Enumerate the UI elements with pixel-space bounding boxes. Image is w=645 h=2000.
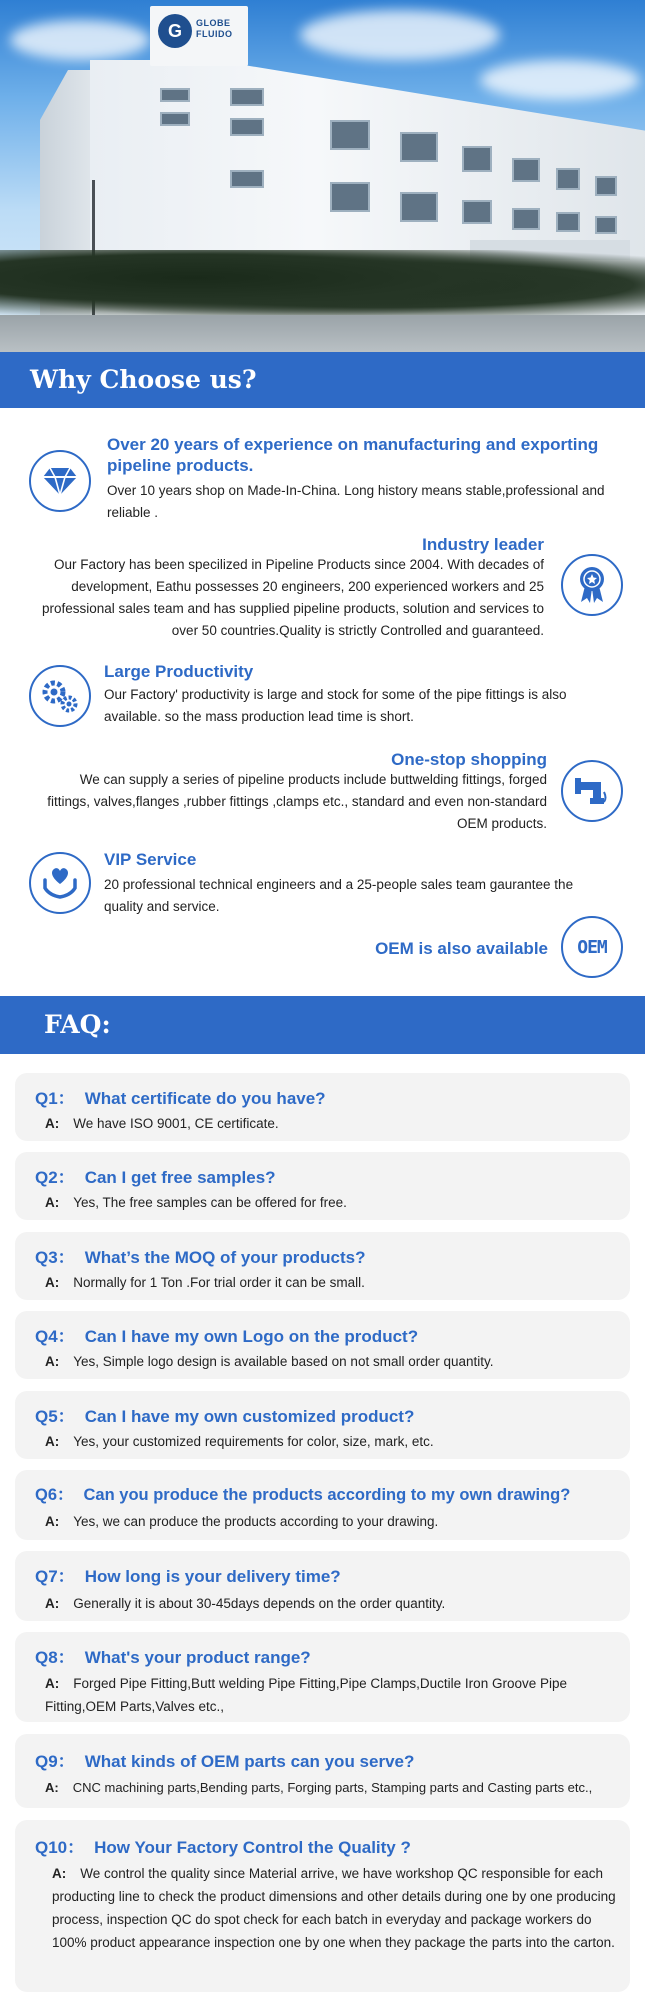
feature-title-oem: OEM is also available	[375, 939, 548, 958]
diamond-icon	[29, 450, 91, 512]
faq-item-1[interactable]	[15, 1073, 630, 1141]
faq-question: Q6： Can you produce the products according to my own drawing?	[35, 1486, 571, 1504]
faq-answer: A: Yes, we can produce the products according to your drawing.	[45, 1514, 439, 1529]
feature-body-experience: Over 10 years shop on Made-In-China. Long history means stable,professional and reliable .	[107, 483, 605, 520]
feature-title-vip: VIP Service	[104, 850, 197, 869]
faq-item-5[interactable]	[15, 1391, 630, 1459]
faq-answer: A: CNC machining parts,Bending parts, Forging parts, Stamping parts and Casting parts etc.,	[45, 1780, 593, 1795]
faq-answer: A: Yes, your customized requirements for color, size, mark, etc.	[45, 1434, 434, 1449]
faq-title: FAQ:	[44, 1010, 111, 1039]
feature-title-one-stop: One-stop shopping	[391, 750, 547, 769]
faq-question: Q3： What’s the MOQ of your products?	[35, 1248, 366, 1267]
faq-item-8[interactable]	[15, 1632, 630, 1722]
feature-title-experience: Over 20 years of experience on manufacturing and exporting pipeline products.	[107, 435, 599, 475]
feature-body-productivity: Our Factory' productivity is large and stock for some of the pipe fittings is also available. so the mass production lead time is short.	[104, 687, 567, 724]
why-choose-us-banner	[0, 352, 645, 408]
faq-answer: A: Normally for 1 Ton .For trial order it can be small.	[45, 1275, 365, 1290]
faq-answer: A: Generally it is about 30-45days depends on the order quantity.	[45, 1596, 446, 1611]
feature-title-industry-leader: Industry leader	[422, 535, 544, 554]
faq-item-9[interactable]	[15, 1734, 630, 1808]
faq-item-6[interactable]	[15, 1470, 630, 1540]
faq-question: Q9： What kinds of OEM parts can you serve?	[35, 1752, 415, 1771]
trees	[0, 250, 645, 320]
faq-item-2[interactable]	[15, 1152, 630, 1220]
ground	[0, 315, 645, 352]
faq-banner	[0, 996, 645, 1054]
faq-answer: A: We control the quality since Material arrive, we have workshop QC responsible for each producting line to check the product dimensions and other details during one by one producing process, inspection QC do spot check for each batch in everyday and package workers do 100% product appearance inspection one by one when they package the parts into the carton.	[52, 1866, 616, 1950]
feature-body-vip: 20 professional technical engineers and a 25-people sales team gaurantee the quality and service.	[104, 877, 574, 914]
faq-answer: A: Forged Pipe Fitting,Butt welding Pipe Fitting,Pipe Clamps,Ductile Iron Groove Pipe Fitting,OEM Parts,Valves etc.,	[45, 1676, 567, 1714]
company-logo-text: GLOBE FLUIDO	[196, 18, 233, 39]
faq-item-10[interactable]	[15, 1820, 630, 1992]
factory-hero-image	[0, 0, 645, 352]
faq-question: Q4： Can I have my own Logo on the product?	[35, 1327, 419, 1346]
faq-answer: A: Yes, The free samples can be offered for free.	[45, 1195, 347, 1210]
faq-item-3[interactable]	[15, 1232, 630, 1300]
faq-question: Q10： How Your Factory Control the Quality ?	[35, 1838, 411, 1857]
faq-answer: A: Yes, Simple logo design is available based on not small order quantity.	[45, 1354, 494, 1369]
company-logo-icon: G	[158, 14, 192, 48]
faq-question: Q8： What's your product range?	[35, 1648, 311, 1667]
faq-question: Q2： Can I get free samples?	[35, 1168, 276, 1187]
gears-icon	[29, 665, 91, 727]
faq-question: Q1： What certificate do you have?	[35, 1089, 326, 1108]
faq-answer: A: We have ISO 9001, CE certificate.	[45, 1116, 279, 1131]
faq-item-7[interactable]	[15, 1551, 630, 1621]
faq-question: Q7： How long is your delivery time?	[35, 1567, 341, 1586]
oem-icon: OEM	[561, 916, 623, 978]
why-choose-us-title: Why Choose us?	[30, 365, 257, 394]
faq-item-4[interactable]	[15, 1311, 630, 1379]
award-ribbon-icon	[561, 554, 623, 616]
feature-title-productivity: Large Productivity	[104, 662, 254, 681]
faq-question: Q5： Can I have my own customized product?	[35, 1407, 415, 1426]
feature-body-industry-leader: Our Factory has been specilized in Pipeline Products since 2004. With decades of development, Eathu possesses 20 engineers, 200 experienced workers and 25 professional sales team and has supplied pipeline products, solution and services to over 50 countries.Quality is strictly Controlled and guaranteed.	[41, 557, 544, 638]
pipe-faucet-icon	[561, 760, 623, 822]
feature-body-one-stop: We can supply a series of pipeline products include buttwelding fittings, forged fittings, valves,flanges ,rubber fittings ,clamps etc., standard and even non-standard OEM products.	[47, 772, 547, 831]
heart-hands-icon	[29, 852, 91, 914]
